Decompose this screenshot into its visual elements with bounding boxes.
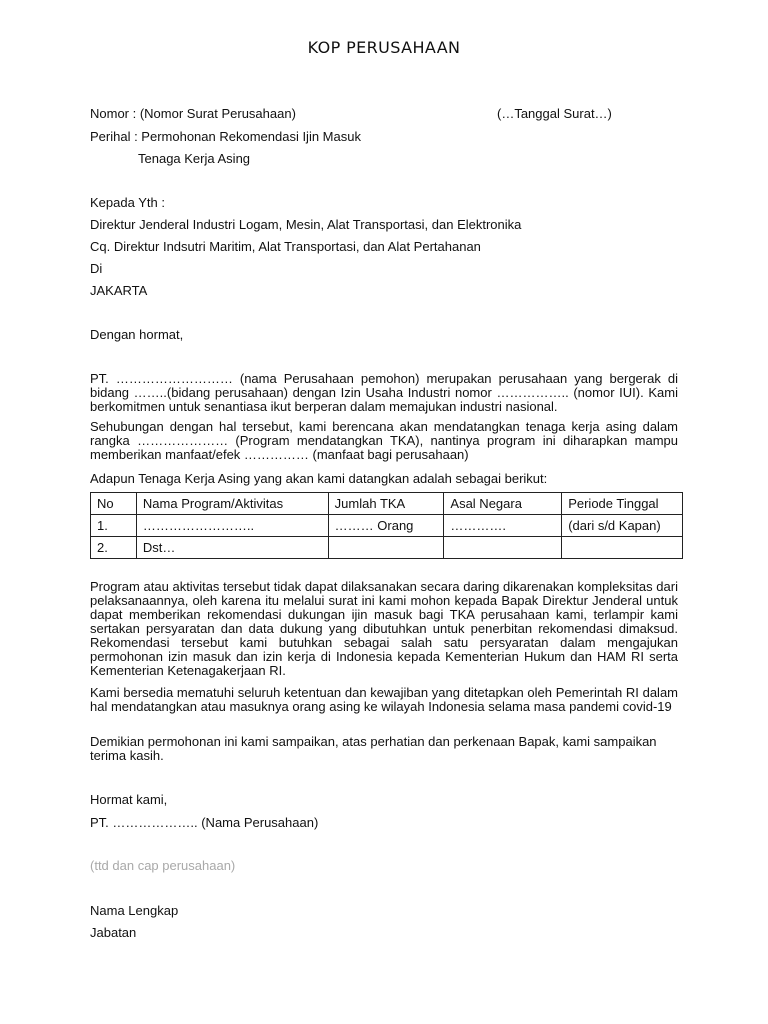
table-row xyxy=(91,515,683,537)
table-cell: …………………….. xyxy=(136,515,328,537)
recipient-city: JAKARTA xyxy=(90,283,148,298)
signature-stamp-note: (ttd dan cap perusahaan) xyxy=(90,858,236,873)
letterhead-title: KOP PERUSAHAAN xyxy=(307,38,461,57)
signatory-name: Nama Lengkap xyxy=(90,903,179,918)
letter-subject: Perihal : Permohonan Rekomendasi Ijin Masuk xyxy=(90,129,361,144)
salutation: Dengan hormat, xyxy=(90,327,184,342)
table-header-cell: Jumlah TKA xyxy=(328,493,444,515)
table-cell: Dst… xyxy=(136,537,328,559)
table-cell xyxy=(444,537,562,559)
table-cell: …………. xyxy=(444,515,562,537)
signatory-position: Jabatan xyxy=(90,925,137,940)
paragraph-plan: Sehubungan dengan hal tersebut, kami berencana akan mendatangkan tenaga kerja asing dalam rangka ………………… (Program mendatangkan TKA), nantinya program ini diharapkan mampu memberikan manfaat/efek …………… (manfaat bagi perusahaan) xyxy=(90,419,678,462)
table-cell: (dari s/d Kapan) xyxy=(562,515,683,537)
closing-regards: Hormat kami, xyxy=(90,792,168,807)
letter-number: Nomor : (Nomor Surat Perusahaan) xyxy=(90,106,296,121)
table-cell xyxy=(328,537,444,559)
table-cell: 2. xyxy=(91,537,137,559)
paragraph-company-intro: PT. ……………………… (nama Perusahaan pemohon) merupakan perusahaan yang bergerak di bidang ……..(bidang perusahaan) dengan Izin Usaha Industri nomor …………….. (nomor IUI). Kami berkomitmen untuk senantiasa ikut berperan dalam memajukan industri nasional. xyxy=(90,371,678,414)
table-cell: 1. xyxy=(91,515,137,537)
recipient-line-1: Direktur Jenderal Industri Logam, Mesin, Alat Transportasi, dan Elektronika xyxy=(90,217,522,232)
table-header-cell: Periode Tinggal xyxy=(562,493,683,515)
recipient-greeting: Kepada Yth : xyxy=(90,195,165,210)
company-name-placeholder: PT. ……………….. (Nama Perusahaan) xyxy=(90,815,319,830)
letter-subject-continued: Tenaga Kerja Asing xyxy=(138,151,251,166)
table-header-cell: Asal Negara xyxy=(444,493,562,515)
paragraph-table-intro: Adapun Tenaga Kerja Asing yang akan kami datangkan adalah sebagai berikut: xyxy=(90,471,548,486)
paragraph-closing: Demikian permohonan ini kami sampaikan, atas perhatian dan perkenaan Bapak, kami sampaikan terima kasih. xyxy=(90,734,657,763)
tka-table xyxy=(90,492,683,559)
table-cell xyxy=(562,537,683,559)
paragraph-compliance: Kami bersedia mematuhi seluruh ketentuan dan kewajiban yang ditetapkan oleh Pemerintah RI dalam hal mendatangkan atau masuknya orang asing ke wilayah Indonesia selama masa pandemi covid-19 xyxy=(90,685,678,714)
paragraph-justification: Program atau aktivitas tersebut tidak dapat dilaksanakan secara daring dikarenakan kompleksitas dari pelaksanaannya, oleh karena itu melalui surat ini kami mohon kepada Bapak Direktur Jenderal untuk dapat memberikan rekomendasi dukungan ijin masuk bagi TKA perusahaan kami, terlampir kami sertakan persyaratan dan data dukung yang dibutuhkan untuk penerbitan rekomendasi dimaksud. Rekomendasi tersebut kami butuhkan sebagai salah satu persyaratan dalam mengajukan permohonan izin masuk dan izin kerja di Indonesia kepada Kementerian Hukum dan HAM RI serta Kementerian Ketenagakerjaan RI. xyxy=(90,579,678,678)
recipient-line-2: Cq. Direktur Indsutri Maritim, Alat Transportasi, dan Alat Pertahanan xyxy=(90,239,481,254)
table-header-row xyxy=(91,493,683,515)
table-header-cell: Nama Program/Aktivitas xyxy=(136,493,328,515)
table-cell: ……… Orang xyxy=(328,515,444,537)
letter-date: (…Tanggal Surat…) xyxy=(497,106,612,121)
table-row xyxy=(91,537,683,559)
recipient-line-3: Di xyxy=(90,261,103,276)
table-header-cell: No xyxy=(91,493,137,515)
